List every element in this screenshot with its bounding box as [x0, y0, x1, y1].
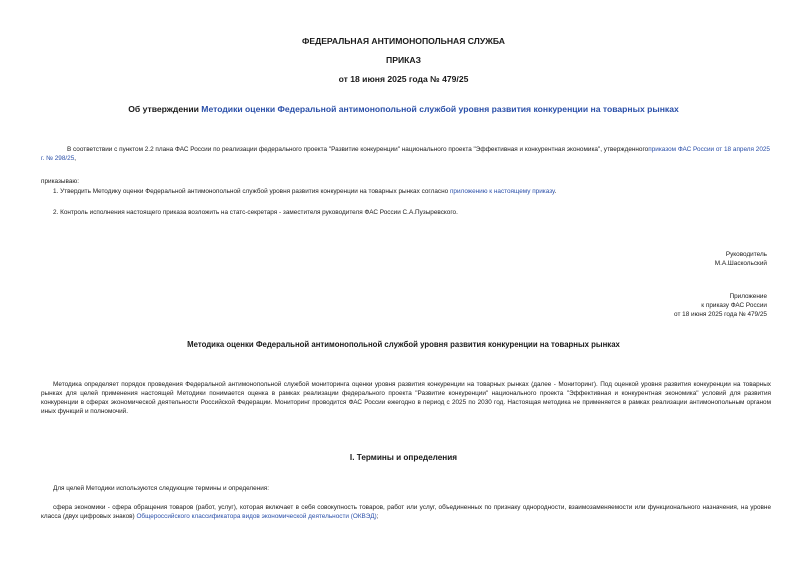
- appendix-ref: к приказу ФАС России: [701, 302, 767, 309]
- section-1-intro: Для целей Методики используются следующие термины и определения:: [53, 485, 270, 492]
- order-item-1-end: .: [554, 188, 557, 195]
- preamble-text: В соответствии с пунктом 2.2 плана ФАС России по реализации федерального проекта "Развитие конкуренции" национального проекта "Эффективная и конкурентная экономика", утвержденного: [67, 146, 649, 153]
- preamble-paragraph: [41, 145, 771, 163]
- doc-title-prefix: Об утверждении: [128, 104, 202, 114]
- okved-link[interactable]: Общероссийского классификатора видов экономической деятельности (ОКВЭД): [136, 513, 377, 520]
- definition-1-end: ;: [376, 513, 379, 520]
- order-item-1: [53, 187, 773, 196]
- doc-type: ПРИКАЗ: [386, 55, 421, 65]
- preamble-order-link[interactable]: приказом ФАС России от 18 апреля 2025 г. № 298/25: [41, 146, 770, 162]
- section-1-title: I. Термины и определения: [349, 453, 458, 462]
- signature-name: М.А.Шаскольский: [714, 260, 767, 267]
- preamble-end: ,: [74, 155, 77, 162]
- doc-title-link[interactable]: Методики оценки Федеральной антимонопольной службой уровня развития конкуренции на товарных рынках: [201, 104, 679, 114]
- order-item-1-text: 1. Утвердить Методику оценки Федеральной антимонопольной службой уровня развития конкуренции на товарных рынках согласно: [53, 188, 450, 195]
- appendix-link[interactable]: приложению к настоящему приказу: [449, 188, 555, 195]
- definition-1-text: сфера экономики - сфера обращения товаров (работ, услуг), которая включает в себя совокупность товаров, работ или услуг, объединенных по признаку однородности, взаимозаменяемости или функционального назначения, на уровне класса (двух цифровых знаков): [41, 504, 771, 520]
- order-item-2: 2. Контроль исполнения настоящего приказа возложить на статс-секретаря - заместителя руководителя ФАС России С.А.Пузыревского.: [53, 209, 458, 216]
- appendix-label: Приложение: [729, 293, 767, 300]
- agency-name: ФЕДЕРАЛЬНАЯ АНТИМОНОПОЛЬНАЯ СЛУЖБА: [302, 36, 505, 46]
- signature-position: Руководитель: [725, 251, 767, 258]
- doc-title: [0, 104, 807, 114]
- doc-date-number: от 18 июня 2025 года № 479/25: [338, 74, 469, 84]
- definition-1: [41, 503, 771, 521]
- method-intro-paragraph: Методика определяет порядок проведения Федеральной антимонопольной службой мониторинга оценки уровня развития конкуренции на товарных рынках (далее - Мониторинг). Под оценкой уровня развития конкуренции на товарных рынках для целей применения настоящей Методики понимается оценка в рамках реализации федерального проекта "Развитие конкуренции" национального проекта "Эффективная и конкурентная экономика" условий для развития конкуренции в сферах экономической деятельности Российской Федерации. Мониторинг проводится ФАС России ежегодно в период с 2025 по 2030 год. Настоящая методика не применяется в рамках реализации антимонопольным органом иных функций и полномочий.: [41, 381, 771, 415]
- order-word: приказываю:: [41, 178, 79, 185]
- appendix-date: от 18 июня 2025 года № 479/25: [674, 311, 767, 318]
- method-title: Методика оценки Федеральной антимонопольной службой уровня развития конкуренции на товарных рынках: [187, 340, 620, 349]
